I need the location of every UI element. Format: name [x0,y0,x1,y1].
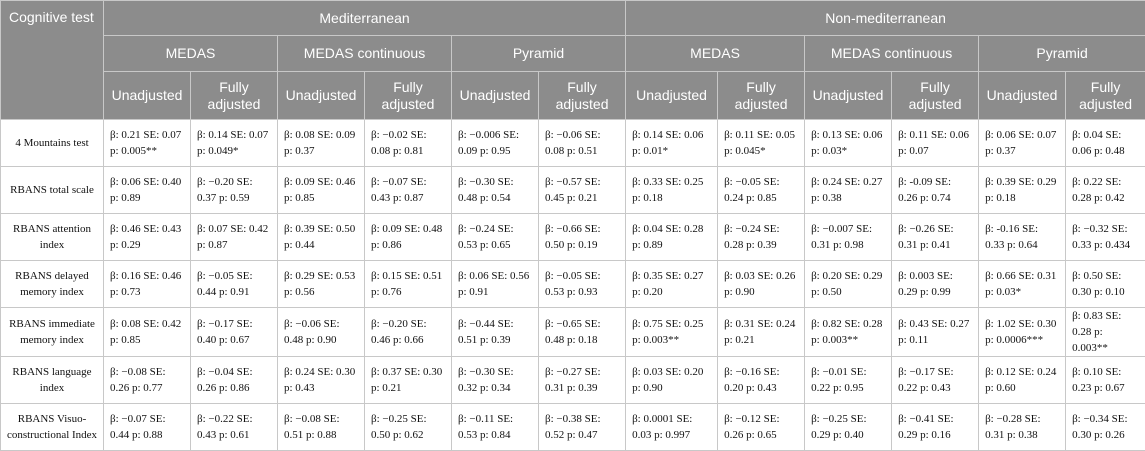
result-cell: β: −0.12 SE: 0.26 p: 0.65 [718,404,805,451]
result-cell: β: −0.30 SE: 0.48 p: 0.54 [452,167,539,214]
result-cell: β: −0.38 SE: 0.52 p: 0.47 [539,404,626,451]
result-cell: β: 0.14 SE: 0.07 p: 0.049* [191,120,278,167]
result-cell: β: 0.13 SE: 0.06 p: 0.03* [805,120,892,167]
result-cell: β: 0.06 SE: 0.07 p: 0.37 [979,120,1066,167]
result-cell: β: 0.04 SE: 0.28 p: 0.89 [626,214,718,261]
result-cell: β: −0.32 SE: 0.33 p: 0.434 [1066,214,1145,261]
fully-adjusted-header: Fully adjusted [718,72,805,120]
result-cell: β: -0.16 SE: 0.33 p: 0.64 [979,214,1066,261]
result-cell: β: −0.08 SE: 0.51 p: 0.88 [278,404,365,451]
result-cell: β: 1.02 SE: 0.30 p: 0.0006*** [979,308,1066,357]
result-cell: β: −0.11 SE: 0.53 p: 0.84 [452,404,539,451]
result-cell: β: −0.04 SE: 0.26 p: 0.86 [191,357,278,404]
result-cell: β: 0.31 SE: 0.24 p: 0.21 [718,308,805,357]
result-cell: β: −0.006 SE: 0.09 p: 0.95 [452,120,539,167]
result-cell: β: 0.50 SE: 0.30 p: 0.10 [1066,261,1145,308]
result-cell: β: 0.12 SE: 0.24 p: 0.60 [979,357,1066,404]
result-cell: β: 0.75 SE: 0.25 p: 0.003** [626,308,718,357]
row-label: RBANS delayed memory index [1,261,104,308]
result-cell: β: 0.15 SE: 0.51 p: 0.76 [365,261,452,308]
score-header: MEDAS continuous [278,36,452,72]
result-cell: β: 0.08 SE: 0.42 p: 0.85 [104,308,191,357]
result-cell: β: 0.24 SE: 0.30 p: 0.43 [278,357,365,404]
row-label: RBANS language index [1,357,104,404]
result-cell: β: 0.24 SE: 0.27 p: 0.38 [805,167,892,214]
result-cell: β: 0.82 SE: 0.28 p: 0.003** [805,308,892,357]
row-label: RBANS immediate memory index [1,308,104,357]
result-cell: β: 0.07 SE: 0.42 p: 0.87 [191,214,278,261]
result-cell: β: −0.57 SE: 0.45 p: 0.21 [539,167,626,214]
result-cell: β: 0.04 SE: 0.06 p: 0.48 [1066,120,1145,167]
score-header: MEDAS continuous [805,36,979,72]
result-cell: β: −0.27 SE: 0.31 p: 0.39 [539,357,626,404]
row-label: 4 Mountains test [1,120,104,167]
table-row [1,404,1145,451]
result-cell: β: 0.11 SE: 0.05 p: 0.045* [718,120,805,167]
score-header: MEDAS [104,36,278,72]
result-cell: β: −0.05 SE: 0.24 p: 0.85 [718,167,805,214]
result-cell: β: 0.0001 SE: 0.03 p: 0.997 [626,404,718,451]
corner-header: Cognitive test [1,1,104,120]
table-row [1,214,1145,261]
result-cell: β: −0.28 SE: 0.31 p: 0.38 [979,404,1066,451]
result-cell: β: 0.83 SE: 0.28 p: 0.003** [1066,308,1145,357]
result-cell: β: 0.66 SE: 0.31 p: 0.03* [979,261,1066,308]
result-cell: β: 0.06 SE: 0.40 p: 0.89 [104,167,191,214]
unadjusted-header: Unadjusted [626,72,718,120]
result-cell: β: 0.06 SE: 0.56 p: 0.91 [452,261,539,308]
result-cell: β: −0.16 SE: 0.20 p: 0.43 [718,357,805,404]
result-cell: β: 0.20 SE: 0.29 p: 0.50 [805,261,892,308]
result-cell: β: 0.09 SE: 0.48 p: 0.86 [365,214,452,261]
result-cell: β: 0.29 SE: 0.53 p: 0.56 [278,261,365,308]
score-header: MEDAS [626,36,805,72]
table-row [1,120,1145,167]
result-cell: β: 0.37 SE: 0.30 p: 0.21 [365,357,452,404]
table-row [1,261,1145,308]
result-cell: β: −0.24 SE: 0.53 p: 0.65 [452,214,539,261]
table-body [1,120,1145,451]
result-cell: β: −0.34 SE: 0.30 p: 0.26 [1066,404,1145,451]
unadjusted-header: Unadjusted [278,72,365,120]
unadjusted-header: Unadjusted [805,72,892,120]
result-cell: β: 0.11 SE: 0.06 p: 0.07 [892,120,979,167]
result-cell: β: 0.16 SE: 0.46 p: 0.73 [104,261,191,308]
group-header-non-mediterranean: Non-mediterranean [626,1,1145,36]
fully-adjusted-header: Fully adjusted [191,72,278,120]
table-row [1,167,1145,214]
unadjusted-header: Unadjusted [104,72,191,120]
table-header [1,1,1145,120]
fully-adjusted-header: Fully adjusted [365,72,452,120]
result-cell: β: 0.03 SE: 0.20 p: 0.90 [626,357,718,404]
result-cell: β: −0.25 SE: 0.29 p: 0.40 [805,404,892,451]
result-cell: β: −0.05 SE: 0.53 p: 0.93 [539,261,626,308]
result-cell: β: −0.66 SE: 0.50 p: 0.19 [539,214,626,261]
score-header: Pyramid [979,36,1145,72]
result-cell: β: −0.17 SE: 0.40 p: 0.67 [191,308,278,357]
result-cell: β: 0.35 SE: 0.27 p: 0.20 [626,261,718,308]
result-cell: β: 0.03 SE: 0.26 p: 0.90 [718,261,805,308]
result-cell: β: 0.10 SE: 0.23 p: 0.67 [1066,357,1145,404]
result-cell: β: −0.07 SE: 0.43 p: 0.87 [365,167,452,214]
unadjusted-header: Unadjusted [979,72,1066,120]
result-cell: β: −0.20 SE: 0.46 p: 0.66 [365,308,452,357]
result-cell: β: −0.44 SE: 0.51 p: 0.39 [452,308,539,357]
fully-adjusted-header: Fully adjusted [1066,72,1145,120]
result-cell: β: −0.08 SE: 0.26 p: 0.77 [104,357,191,404]
fully-adjusted-header: Fully adjusted [892,72,979,120]
result-cell: β: −0.05 SE: 0.44 p: 0.91 [191,261,278,308]
result-cell: β: −0.02 SE: 0.08 p: 0.81 [365,120,452,167]
result-cell: β: -0.09 SE: 0.26 p: 0.74 [892,167,979,214]
result-cell: β: 0.39 SE: 0.50 p: 0.44 [278,214,365,261]
result-cell: β: 0.21 SE: 0.07 p: 0.005** [104,120,191,167]
result-cell: β: 0.33 SE: 0.25 p: 0.18 [626,167,718,214]
unadjusted-header: Unadjusted [452,72,539,120]
fully-adjusted-header: Fully adjusted [539,72,626,120]
result-cell: β: −0.17 SE: 0.22 p: 0.43 [892,357,979,404]
result-cell: β: 0.46 SE: 0.43 p: 0.29 [104,214,191,261]
result-cell: β: −0.06 SE: 0.48 p: 0.90 [278,308,365,357]
table-row [1,308,1145,357]
result-cell: β: −0.06 SE: 0.08 p: 0.51 [539,120,626,167]
result-cell: β: 0.39 SE: 0.29 p: 0.18 [979,167,1066,214]
result-cell: β: −0.007 SE: 0.31 p: 0.98 [805,214,892,261]
result-cell: β: −0.30 SE: 0.32 p: 0.34 [452,357,539,404]
result-cell: β: −0.26 SE: 0.31 p: 0.41 [892,214,979,261]
row-label: RBANS attention index [1,214,104,261]
result-cell: β: −0.01 SE: 0.22 p: 0.95 [805,357,892,404]
result-cell: β: 0.09 SE: 0.46 p: 0.85 [278,167,365,214]
result-cell: β: 0.43 SE: 0.27 p: 0.11 [892,308,979,357]
group-header-mediterranean: Mediterranean [104,1,626,36]
row-label: RBANS Visuo-constructional Index [1,404,104,451]
result-cell: β: 0.003 SE: 0.29 p: 0.99 [892,261,979,308]
result-cell: β: 0.08 SE: 0.09 p: 0.37 [278,120,365,167]
result-cell: β: −0.65 SE: 0.48 p: 0.18 [539,308,626,357]
result-cell: β: −0.41 SE: 0.29 p: 0.16 [892,404,979,451]
result-cell: β: −0.24 SE: 0.28 p: 0.39 [718,214,805,261]
table-row [1,357,1145,404]
score-header: Pyramid [452,36,626,72]
result-cell: β: −0.25 SE: 0.50 p: 0.62 [365,404,452,451]
result-cell: β: −0.20 SE: 0.37 p: 0.59 [191,167,278,214]
row-label: RBANS total scale [1,167,104,214]
result-cell: β: −0.07 SE: 0.44 p: 0.88 [104,404,191,451]
result-cell: β: 0.22 SE: 0.28 p: 0.42 [1066,167,1145,214]
result-cell: β: −0.22 SE: 0.43 p: 0.61 [191,404,278,451]
result-cell: β: 0.14 SE: 0.06 p: 0.01* [626,120,718,167]
